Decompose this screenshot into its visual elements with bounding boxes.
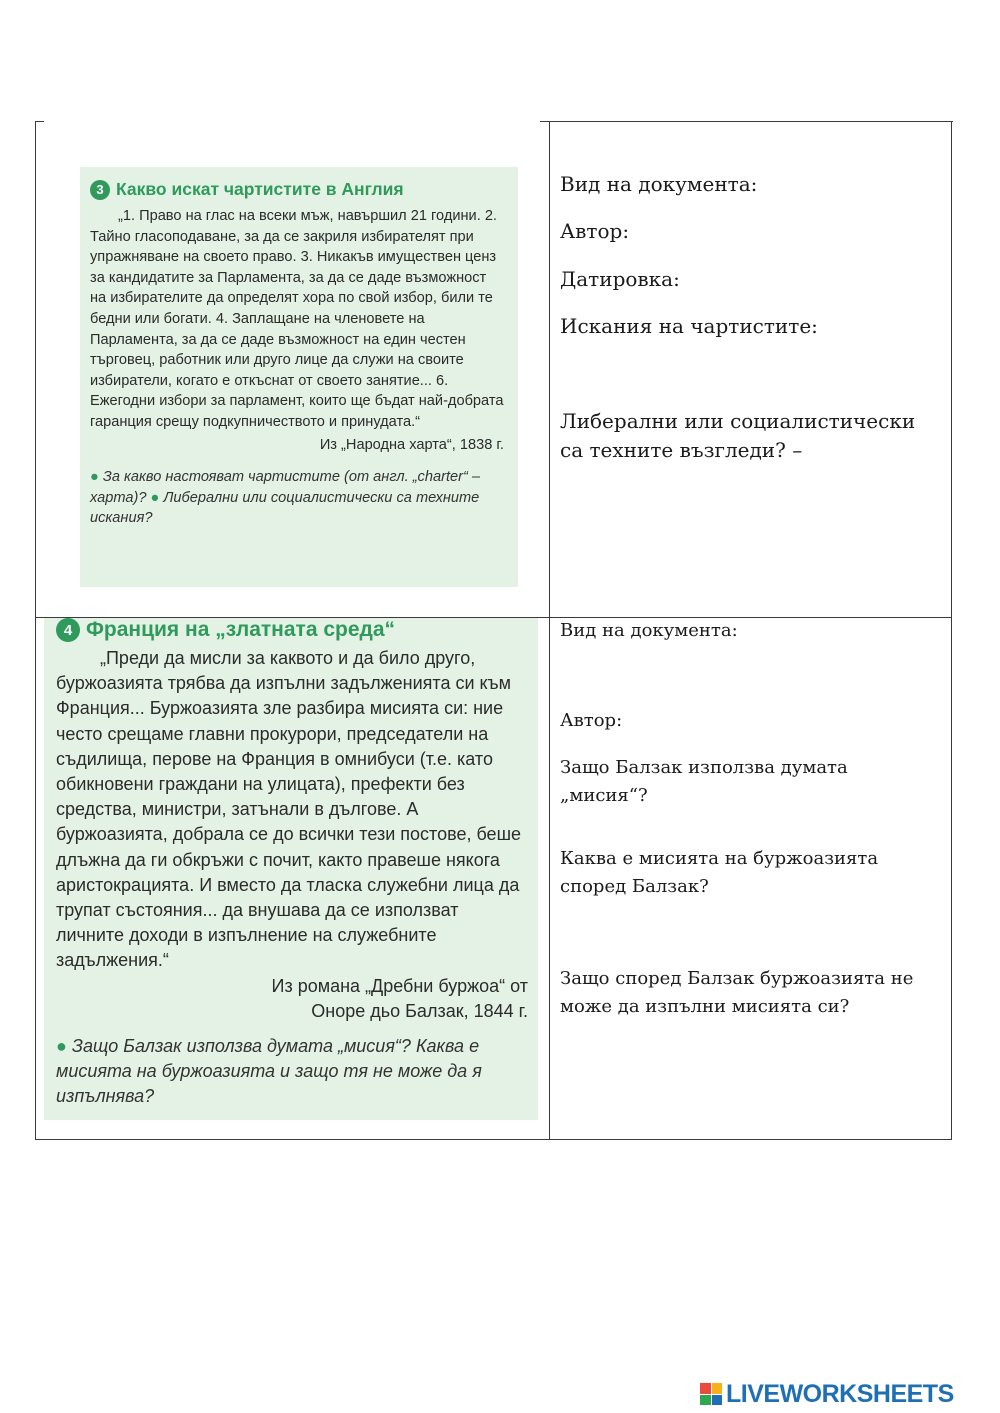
source-4-question <box>56 1034 528 1110</box>
table-right-border <box>951 121 952 1140</box>
source-4-question-text: Защо Балзак използва думата „мисия“? Каква е мисията на буржоазията и защо тя не може да я изпълнява? <box>56 1036 482 1107</box>
liveworksheets-logo-icon <box>700 1383 722 1405</box>
answer-4-mission-question: Каква е мисията на буржоазията според Балзак? <box>560 848 879 897</box>
table-top-left-tick <box>35 121 44 122</box>
source-4-citation-line-2: Оноре дьо Балзак, 1844 г. <box>311 1000 528 1021</box>
answer-4-author-label: Автор: <box>560 710 623 731</box>
source-4-title <box>56 618 528 642</box>
answer-3-demands-label: Искания на чартистите: <box>560 314 818 338</box>
bullet-icon: ● <box>90 469 99 486</box>
source-3-box <box>80 167 518 587</box>
answer-3-views-question: Либерални или социалистически са техните възгледи? – <box>560 409 916 462</box>
source-3-question-2: Либерални или социалистически са техните искания? <box>90 489 480 527</box>
table-top-border-right <box>540 121 953 122</box>
source-4-citation-line-1: Из романа „Дребни буржоа“ от <box>271 975 528 996</box>
answer-4-doc-type-label: Вид на документа: <box>560 620 738 641</box>
source-3-title <box>90 179 504 200</box>
bullet-icon: ● <box>150 489 160 506</box>
source-3-citation: Из „Народна харта“, 1838 г. <box>319 436 504 453</box>
source-3-question-1: За какво настояват чартистите (от англ. „charter“ – харта)? <box>90 469 481 506</box>
answer-3-dating-label: Датировка: <box>560 267 680 291</box>
bullet-icon: ● <box>56 1036 67 1057</box>
source-4-body: „Преди да мисли за каквото и да било друго, буржоазията трябва да изпълни задълженията си към Франция... Буржоазията зле разбира мисията си: ние често срещаме главни прокурори, председатели на съдилища, перове на Франция в омнибуси (т.е. като обикновени граждани на улицата), префекти без средства, министри, затънали в дългове. А буржоазията, добрала се до всички тези постове, беше длъжна да ги обкръжи с почит, както правеше някога аристокрацията. И вместо да тласка служебни лица да трупат състояния... да внушава да се използват личните доходи в изпълнение на служебните задължения.“ <box>56 648 522 971</box>
liveworksheets-logo <box>700 1378 994 1410</box>
liveworksheets-logo-text: LIVEWORKSHEETS <box>726 1379 954 1408</box>
answer-3-doc-type-label: Вид на документа: <box>560 172 758 196</box>
source-3-body: „1. Право на глас на всеки мъж, навършил 21 години. 2. Тайно гласоподаване, за да се закриля избирателят при упражняване на своето право. 3. Никакъв имуществен ценз за кандидатите за Парламента, за да се даде възможност на избирателите да определят хора по свой избор, били те бедни или богати. 4. Заплащане на членовете на Парламента, за да се даде възможност на един честен търговец, работник или друго лице да служи на своите избиратели, когато е откъснат от своето занятие... 6. Ежегодни избори за парламент, които ще бъдат най-добрата гаранция срещу подкупничеството и принудата.“ <box>90 208 504 430</box>
source-3-number-badge: 3 <box>90 180 110 200</box>
source-3-title-text: Какво искат чартистите в Англия <box>116 179 404 199</box>
table-left-border <box>35 121 36 1140</box>
source-4-title-text: Франция на „златната среда“ <box>86 618 396 641</box>
table-bottom-border <box>35 1139 952 1140</box>
answer-4-mission-word-question: Защо Балзак използва думата „мисия“? <box>560 757 848 806</box>
answer-3-author-label: Автор: <box>560 219 630 243</box>
table-column-divider <box>549 121 550 1140</box>
source-4-number-badge: 4 <box>56 618 80 642</box>
answer-4-why-not-question: Защо според Балзак буржоазията не може да изпълни мисията си? <box>560 968 914 1017</box>
source-3-questions <box>90 467 504 529</box>
source-4-box <box>44 618 538 1120</box>
